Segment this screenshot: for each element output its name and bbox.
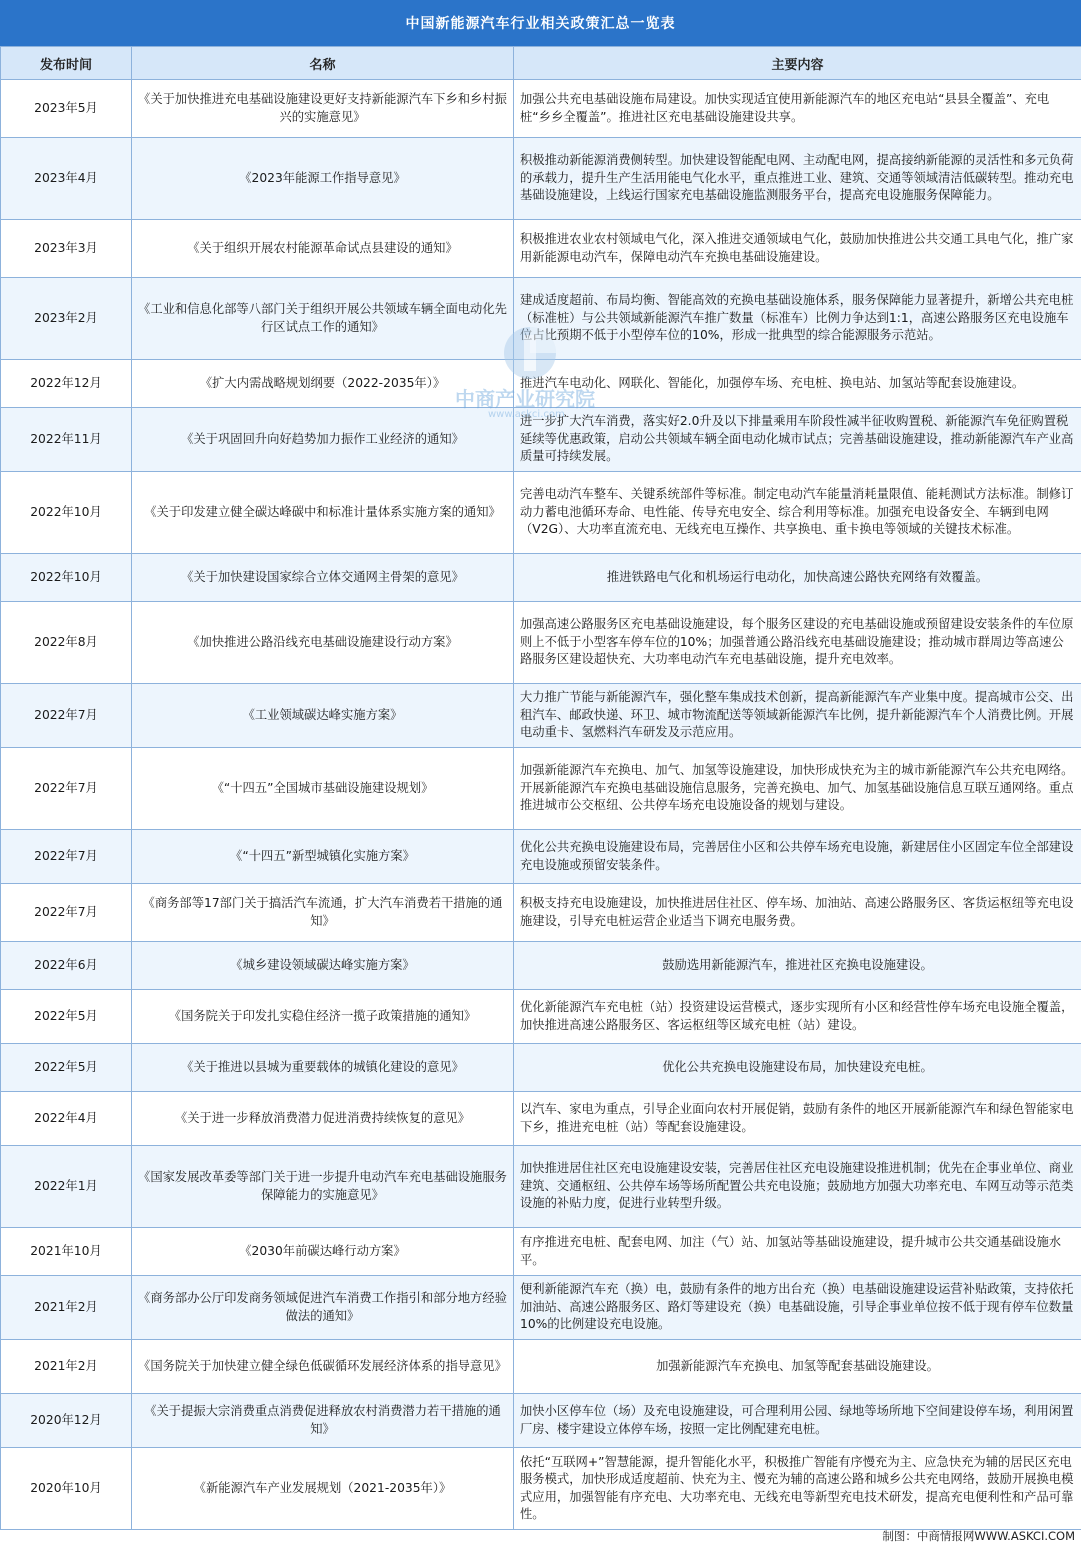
table-row <box>1 884 1081 942</box>
table-row <box>1 472 1081 554</box>
content-cell: 加强新能源汽车充换电、加氢等配套基础设施建设。 <box>514 1340 1081 1394</box>
content-cell: 优化新能源汽车充电桩（站）投资建设运营模式，逐步实现所有小区和经营性停车场充电设施全覆盖，加快推进高速公路服务区、客运枢纽等区域充电桩（站）建设。 <box>514 990 1081 1044</box>
date-cell: 2022年7月 <box>1 884 132 942</box>
date-cell: 2022年6月 <box>1 942 132 990</box>
table-row <box>1 80 1081 138</box>
content-cell: 有序推进充电桩、配套电网、加注（气）站、加氢站等基础设施建设，提升城市公共交通基础设施水平。 <box>514 1228 1081 1276</box>
date-cell: 2022年5月 <box>1 990 132 1044</box>
table-row <box>1 1146 1081 1228</box>
table-row <box>1 1092 1081 1146</box>
name-cell: 《关于巩固回升向好趋势加力振作工业经济的通知》 <box>132 408 514 472</box>
name-cell: 《关于组织开展农村能源革命试点县建设的通知》 <box>132 220 514 278</box>
content-cell: 鼓励选用新能源汽车，推进社区充换电设施建设。 <box>514 942 1081 990</box>
header-name: 名称 <box>132 47 514 80</box>
name-cell: 《“十四五”新型城镇化实施方案》 <box>132 830 514 884</box>
table-row <box>1 830 1081 884</box>
date-cell: 2022年1月 <box>1 1146 132 1228</box>
source-footer: 制图：中商情报网WWW.ASKCI.COM <box>882 1529 1075 1543</box>
content-cell: 优化公共充换电设施建设布局，加快建设充电桩。 <box>514 1044 1081 1092</box>
name-cell: 《关于印发建立健全碳达峰碳中和标准计量体系实施方案的通知》 <box>132 472 514 554</box>
name-cell: 《国家发展改革委等部门关于进一步提升电动汽车充电基础设施服务保障能力的实施意见》 <box>132 1146 514 1228</box>
content-cell: 加快推进居住社区充电设施建设安装，完善居住社区充电设施建设推进机制；优先在企事业单位、商业建筑、交通枢纽、公共停车场等场所配置公共充电设施；鼓励地方加强大功率充电、车网互动等示范类设施的补贴力度，促进行业转型升级。 <box>514 1146 1081 1228</box>
content-cell: 推进汽车电动化、网联化、智能化，加强停车场、充电桩、换电站、加氢站等配套设施建设。 <box>514 360 1081 408</box>
table-title: 中国新能源汽车行业相关政策汇总一览表 <box>0 0 1081 46</box>
table-row <box>1 1276 1081 1340</box>
table-row <box>1 360 1081 408</box>
date-cell: 2022年4月 <box>1 1092 132 1146</box>
content-cell: 推进铁路电气化和机场运行电动化，加快高速公路快充网络有效覆盖。 <box>514 554 1081 602</box>
name-cell: 《“十四五”全国城市基础设施建设规划》 <box>132 748 514 830</box>
name-cell: 《关于加快建设国家综合立体交通网主骨架的意见》 <box>132 554 514 602</box>
policy-table <box>0 46 1081 1530</box>
table-row <box>1 278 1081 360</box>
content-cell: 大力推广节能与新能源汽车，强化整车集成技术创新，提高新能源汽车产业集中度。提高城市公交、出租汽车、邮政快递、环卫、城市物流配送等领域新能源汽车比例，提升新能源汽车个人消费比例。开展电动重卡、氢燃料汽车研发及示范应用。 <box>514 684 1081 748</box>
date-cell: 2021年10月 <box>1 1228 132 1276</box>
content-cell: 完善电动汽车整车、关键系统部件等标准。制定电动汽车能量消耗量限值、能耗测试方法标准。制修订动力蓄电池循环寿命、电性能、传导充电安全、综合利用等标准。加强充电设备安全、车辆到电网（V2G）、大功率直流充电、无线充电互操作、共享换电、重卡换电等领域的关键技术标准。 <box>514 472 1081 554</box>
name-cell: 《新能源汽车产业发展规划（2021-2035年）》 <box>132 1448 514 1530</box>
content-cell: 加快小区停车位（场）及充电设施建设，可合理利用公园、绿地等场所地下空间建设停车场，利用闲置厂房、楼宇建设立体停车场，按照一定比例配建充电桩。 <box>514 1394 1081 1448</box>
name-cell: 《工业和信息化部等八部门关于组织开展公共领域车辆全面电动化先行区试点工作的通知》 <box>132 278 514 360</box>
name-cell: 《国务院关于加快建立健全绿色低碳循环发展经济体系的指导意见》 <box>132 1340 514 1394</box>
name-cell: 《城乡建设领域碳达峰实施方案》 <box>132 942 514 990</box>
content-cell: 加强新能源汽车充换电、加气、加氢等设施建设，加快形成快充为主的城市新能源汽车公共充电网络。开展新能源汽车充换电基础设施信息服务，完善充换电、加气、加氢基础设施信息互联互通网络。重点推进城市公交枢纽、公共停车场充电设施设备的规划与建设。 <box>514 748 1081 830</box>
content-cell: 便利新能源汽车充（换）电，鼓励有条件的地方出台充（换）电基础设施建设运营补贴政策，支持依托加油站、高速公路服务区、路灯等建设充（换）电基础设施，引导企事业单位按不低于现有停车位数量10%的比例建设充电设施。 <box>514 1276 1081 1340</box>
date-cell: 2023年4月 <box>1 138 132 220</box>
date-cell: 2020年10月 <box>1 1448 132 1530</box>
table-row <box>1 990 1081 1044</box>
content-cell: 进一步扩大汽车消费，落实好2.0升及以下排量乘用车阶段性减半征收购置税、新能源汽车免征购置税延续等优惠政策，启动公共领域车辆全面电动化城市试点；完善基础设施建设，推动新能源汽车产业高质量可持续发展。 <box>514 408 1081 472</box>
table-row <box>1 1044 1081 1092</box>
header-date: 发布时间 <box>1 47 132 80</box>
name-cell: 《2023年能源工作指导意见》 <box>132 138 514 220</box>
table-row <box>1 554 1081 602</box>
table-row <box>1 748 1081 830</box>
table-row <box>1 1394 1081 1448</box>
name-cell: 《商务部等17部门关于搞活汽车流通，扩大汽车消费若干措施的通知》 <box>132 884 514 942</box>
content-cell: 优化公共充换电设施建设布局，完善居住小区和公共停车场充电设施，新建居住小区固定车位全部建设充电设施或预留安装条件。 <box>514 830 1081 884</box>
table-row <box>1 138 1081 220</box>
table-body <box>1 80 1081 1530</box>
table-row <box>1 602 1081 684</box>
date-cell: 2022年8月 <box>1 602 132 684</box>
name-cell: 《关于推进以县城为重要载体的城镇化建设的意见》 <box>132 1044 514 1092</box>
content-cell: 建成适度超前、布局均衡、智能高效的充换电基础设施体系，服务保障能力显著提升，新增公共充电桩（标准桩）与公共领域新能源汽车推广数量（标准车）比例力争达到1:1，高速公路服务区充电设施车位占比预期不低于小型停车位的10%，形成一批典型的综合能源服务示范站。 <box>514 278 1081 360</box>
date-cell: 2022年11月 <box>1 408 132 472</box>
name-cell: 《国务院关于印发扎实稳住经济一揽子政策措施的通知》 <box>132 990 514 1044</box>
table-row <box>1 220 1081 278</box>
table-row <box>1 408 1081 472</box>
table-row <box>1 1228 1081 1276</box>
content-cell: 积极支持充电设施建设，加快推进居住社区、停车场、加油站、高速公路服务区、客货运枢纽等充电设施建设，引导充电桩运营企业适当下调充电服务费。 <box>514 884 1081 942</box>
date-cell: 2022年7月 <box>1 830 132 884</box>
date-cell: 2021年2月 <box>1 1340 132 1394</box>
date-cell: 2022年10月 <box>1 554 132 602</box>
header-row <box>1 47 1081 80</box>
name-cell: 《关于加快推进充电基础设施建设更好支持新能源汽车下乡和乡村振兴的实施意见》 <box>132 80 514 138</box>
table-row <box>1 1448 1081 1530</box>
content-cell: 依托“互联网+”智慧能源，提升智能化水平，积极推广智能有序慢充为主、应急快充为辅的居民区充电服务模式，加快形成适度超前、快充为主、慢充为辅的高速公路和城乡公共充电网络，鼓励开展换电模式应用，加强智能有序充电、大功率充电、无线充电等新型充电技术研发，提高充电便利性和产品可靠性。 <box>514 1448 1081 1530</box>
table-row <box>1 942 1081 990</box>
watermark-url: www.askci.com <box>488 409 565 420</box>
content-cell: 积极推动新能源消费侧转型。加快建设智能配电网、主动配电网，提高接纳新能源的灵活性和多元负荷的承载力，提升生产生活用能电气化水平，重点推进工业、建筑、交通等领域清洁低碳转型。推动充电基础设施建设，上线运行国家充电基础设施监测服务平台，提高充电设施服务保障能力。 <box>514 138 1081 220</box>
date-cell: 2022年7月 <box>1 684 132 748</box>
header-content: 主要内容 <box>514 47 1081 80</box>
watermark-text: 中商产业研究院 <box>455 387 595 411</box>
content-cell: 积极推进农业农村领域电气化，深入推进交通领域电气化，鼓励加快推进公共交通工具电气化，推广家用新能源电动汽车，保障电动汽车充换电基础设施建设。 <box>514 220 1081 278</box>
name-cell: 《扩大内需战略规划纲要（2022-2035年）》 <box>132 360 514 408</box>
date-cell: 2022年7月 <box>1 748 132 830</box>
table-row <box>1 684 1081 748</box>
date-cell: 2023年2月 <box>1 278 132 360</box>
date-cell: 2023年5月 <box>1 80 132 138</box>
date-cell: 2020年12月 <box>1 1394 132 1448</box>
name-cell: 《2030年前碳达峰行动方案》 <box>132 1228 514 1276</box>
content-cell: 加强公共充电基础设施布局建设。加快实现适宜使用新能源汽车的地区充电站“县县全覆盖”、充电桩“乡乡全覆盖”。推进社区充电基础设施建设共享。 <box>514 80 1081 138</box>
name-cell: 《关于提振大宗消费重点消费促进释放农村消费潜力若干措施的通知》 <box>132 1394 514 1448</box>
name-cell: 《关于进一步释放消费潜力促进消费持续恢复的意见》 <box>132 1092 514 1146</box>
table-row <box>1 1340 1081 1394</box>
date-cell: 2021年2月 <box>1 1276 132 1340</box>
name-cell: 《加快推进公路沿线充电基础设施建设行动方案》 <box>132 602 514 684</box>
name-cell: 《工业领域碳达峰实施方案》 <box>132 684 514 748</box>
content-cell: 以汽车、家电为重点，引导企业面向农村开展促销，鼓励有条件的地区开展新能源汽车和绿色智能家电下乡，推进充电桩（站）等配套设施建设。 <box>514 1092 1081 1146</box>
date-cell: 2022年5月 <box>1 1044 132 1092</box>
date-cell: 2022年10月 <box>1 472 132 554</box>
name-cell: 《商务部办公厅印发商务领域促进汽车消费工作指引和部分地方经验做法的通知》 <box>132 1276 514 1340</box>
date-cell: 2022年12月 <box>1 360 132 408</box>
date-cell: 2023年3月 <box>1 220 132 278</box>
content-cell: 加强高速公路服务区充电基础设施建设，每个服务区建设的充电基础设施或预留建设安装条件的车位原则上不低于小型客车停车位的10%；加强普通公路沿线充电基础设施建设；推动城市群周边等高速公路服务区建设超快充、大功率电动汽车充电基础设施，提升充电效率。 <box>514 602 1081 684</box>
